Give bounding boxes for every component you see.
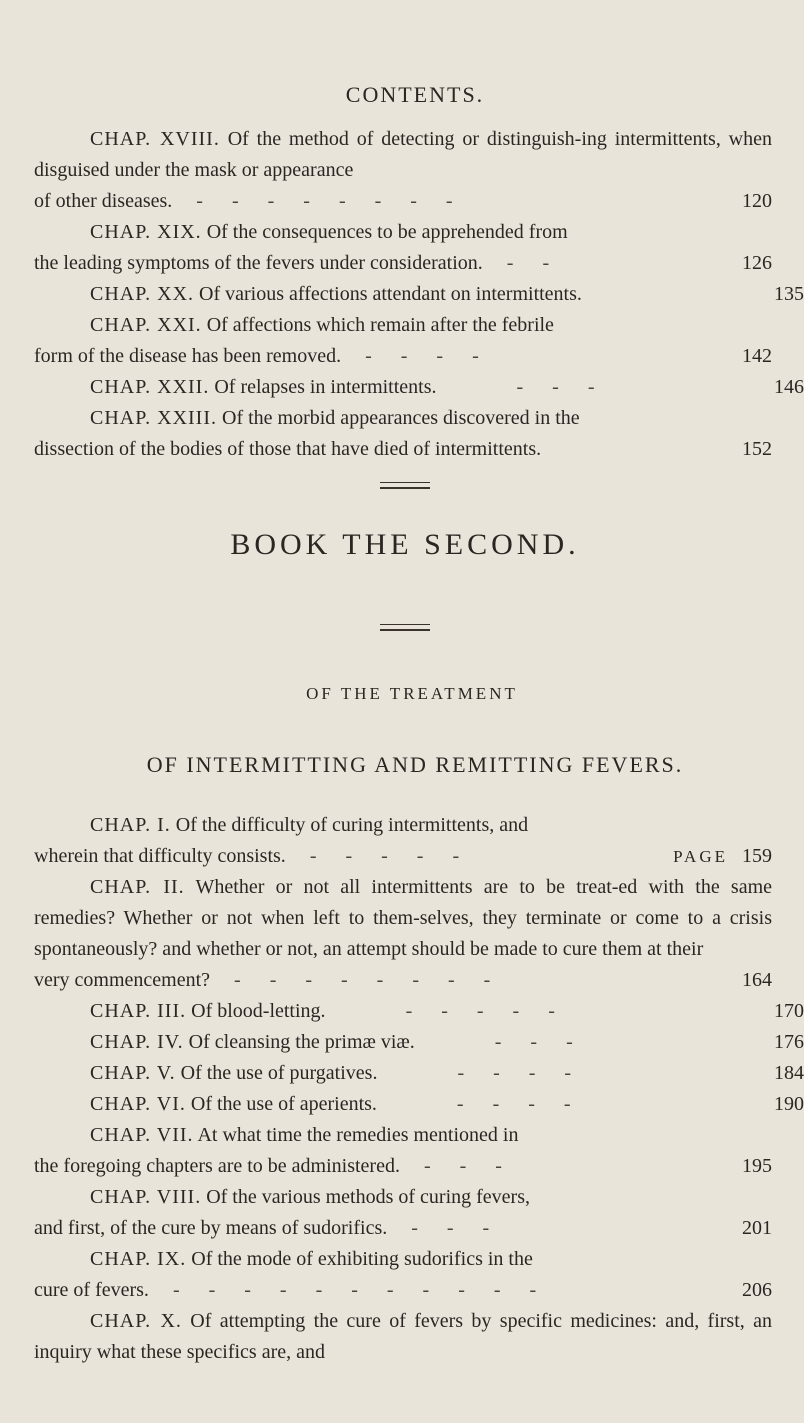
chapter-title: Of cleansing the primæ viæ. — [188, 1031, 415, 1053]
contents-entry — [34, 279, 804, 310]
contents-entry-last-line — [34, 841, 772, 872]
book-heading: BOOK THE SECOND. — [230, 528, 580, 561]
chapter-title: Of the use of aperients. — [190, 1093, 377, 1115]
chapter-number: CHAP. XX. — [90, 283, 195, 305]
leader-dots: - - - - - — [309, 845, 472, 867]
page-number: 126 — [742, 252, 772, 274]
leader-dots: - - - - — [365, 345, 491, 367]
leader-dots: - - - - — [457, 1062, 584, 1084]
contents-entry — [34, 124, 772, 186]
chapter-title-end: the leading symptoms of the fevers under consideration. — [34, 252, 483, 274]
contents-entry-last-line — [34, 248, 772, 279]
page-number: 201 — [742, 1217, 772, 1239]
chapter-number: CHAP. XIX. — [90, 221, 202, 243]
leader-dots: - - - - — [456, 1093, 583, 1115]
leader-dots: - - - — [423, 1155, 514, 1177]
chapter-title: Of the mode of exhibiting sudorifics in the — [191, 1248, 533, 1270]
chapter-number: CHAP. XXII. — [90, 376, 210, 398]
chapter-title-end: cure of fevers. — [34, 1279, 149, 1301]
contents-entry — [34, 1058, 804, 1089]
leader-dots: - - - — [516, 376, 607, 398]
contents-entry — [34, 1089, 804, 1120]
chapter-number: CHAP. I. — [90, 814, 171, 836]
running-head: CONTENTS. — [345, 82, 485, 107]
page-number: 142 — [742, 345, 772, 367]
page-number: 190 — [774, 1093, 804, 1115]
chapter-title: At what time the remedies mentioned in — [197, 1124, 519, 1146]
chapter-title: Whether or not all intermittents are to be treat-ed with the same remedies? Whether or not when left to them-selves, they terminate or come to a crisis spontaneously? and whether or not, an attempt should be made to cure them at their — [34, 876, 773, 960]
chapter-title: Of relapses in intermittents. — [214, 376, 437, 398]
contents-entry — [34, 372, 804, 403]
chapter-number: CHAP. II. — [90, 876, 185, 898]
contents-entry — [34, 1027, 804, 1058]
chapter-title-end: very commencement? — [34, 969, 211, 991]
chapter-title: Of the consequences to be apprehended from — [206, 221, 568, 243]
chapter-number: CHAP. XXI. — [90, 314, 202, 336]
chapter-number: CHAP. X. — [90, 1310, 182, 1332]
chapter-title-end: and first, of the cure by means of sudorifics. — [34, 1217, 388, 1239]
chapter-title: Of the difficulty of curing intermittents, and — [175, 814, 529, 836]
contents-entry-last-line — [34, 434, 772, 465]
contents-entry — [34, 810, 772, 841]
contents-entry — [34, 1120, 772, 1151]
contents-entry — [34, 996, 804, 1027]
chapter-title: Of the method of detecting or distinguish-ing intermittents, when disguised under the mask or appearance — [34, 128, 772, 181]
contents-entry-last-line — [34, 1275, 772, 1306]
contents-entry — [34, 1244, 772, 1275]
contents-entry-last-line — [34, 341, 772, 372]
chapter-title: Of the use of purgatives. — [180, 1062, 378, 1084]
chapter-number: CHAP. IX. — [90, 1248, 187, 1270]
page-number: 135 — [774, 283, 804, 305]
contents-entry — [34, 403, 772, 434]
page-number: 195 — [742, 1155, 772, 1177]
contents-entry-last-line — [34, 1151, 772, 1182]
chapter-number: CHAP. IV. — [90, 1031, 184, 1053]
leader-dots: - - - — [411, 1217, 502, 1239]
contents-list-book-two — [34, 810, 804, 1368]
page-number: 120 — [742, 190, 772, 212]
leader-dots: - - - — [494, 1031, 585, 1053]
page-number: 159 — [742, 845, 772, 867]
chapter-number: CHAP. XVIII. — [90, 128, 220, 150]
ornamental-rule — [380, 624, 430, 631]
chapter-number: CHAP. XXIII. — [90, 407, 217, 429]
subheading-fevers: OF INTERMITTING AND REMITTING FEVERS. — [146, 752, 684, 777]
page-number: 152 — [742, 438, 772, 460]
chapter-number: CHAP. VIII. — [90, 1186, 202, 1208]
chapter-title: Of the morbid appearances discovered in the — [222, 407, 580, 429]
leader-dots: - - - - - - - - — [196, 190, 465, 212]
leader-dots: - - — [506, 252, 562, 274]
leader-dots: - - - - - — [405, 1000, 567, 1022]
contents-entry — [34, 310, 772, 341]
chapter-title-end: form of the disease has been removed. — [34, 345, 342, 367]
page-number: 184 — [774, 1062, 804, 1084]
contents-entry-last-line — [34, 965, 772, 996]
page-number: 164 — [742, 969, 772, 991]
chapter-number: CHAP. III. — [90, 1000, 187, 1022]
subheading-treatment: OF THE TREATMENT — [306, 684, 518, 703]
ornamental-rule — [380, 482, 430, 489]
chapter-title-end: the foregoing chapters are to be administered. — [34, 1155, 400, 1177]
chapter-title: Of blood-letting. — [191, 1000, 326, 1022]
contents-entry-last-line — [34, 1213, 772, 1244]
chapter-title: Of various affections attendant on intermittents. — [199, 283, 582, 305]
page-number: 170 — [774, 1000, 804, 1022]
contents-entry-last-line — [34, 186, 772, 217]
leader-dots: - - - - - - - - — [234, 969, 503, 991]
chapter-title-end: wherein that difficulty consists. — [34, 845, 286, 867]
contents-entry — [34, 872, 772, 965]
page-number: 176 — [774, 1031, 804, 1053]
page-label: PAGE — [673, 847, 728, 866]
chapter-title-end: of other diseases. — [34, 190, 173, 212]
contents-entry — [34, 217, 772, 248]
chapter-number: CHAP. VI. — [90, 1093, 186, 1115]
chapter-title: Of affections which remain after the febrile — [206, 314, 554, 336]
contents-entry — [34, 1306, 772, 1368]
page-number: 206 — [742, 1279, 772, 1301]
contents-list-book-one — [34, 124, 804, 465]
chapter-title-end: dissection of the bodies of those that have died of intermittents. — [34, 438, 542, 460]
chapter-title: Of the various methods of curing fevers, — [206, 1186, 531, 1208]
contents-entry — [34, 1182, 772, 1213]
chapter-number: CHAP. V. — [90, 1062, 176, 1084]
page-number: 146 — [774, 376, 804, 398]
chapter-title: Of attempting the cure of fevers by specific medicines: and, first, an inquiry what these specifics are, and — [34, 1310, 773, 1363]
leader-dots: - - - - - - - - - - - — [172, 1279, 549, 1301]
chapter-number: CHAP. VII. — [90, 1124, 194, 1146]
